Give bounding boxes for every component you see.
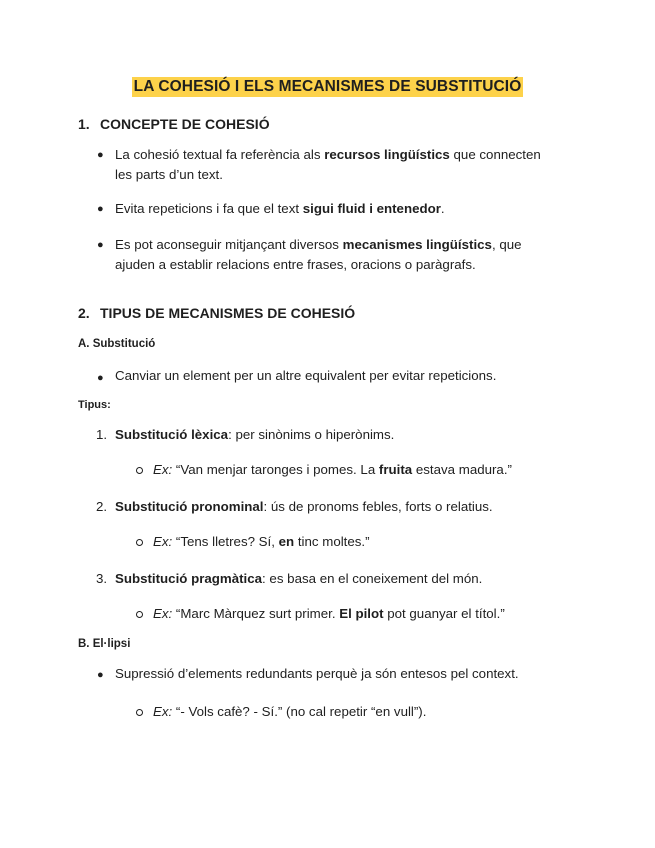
text: que connecten — [449, 147, 541, 162]
example-label: Ex: — [153, 462, 173, 477]
bold-text: sigui fluid i entenedor — [302, 201, 441, 216]
bold-text: Substitució pronominal — [115, 499, 264, 514]
section-1-title: CONCEPTE DE COHESIÓ — [100, 116, 270, 132]
text: “Van menjar taronges i pomes. La — [172, 462, 379, 477]
section-1-heading — [78, 116, 270, 132]
list-item — [115, 145, 595, 185]
bullet-icon: ● — [97, 239, 104, 251]
list-item — [115, 199, 595, 219]
example-item — [153, 532, 613, 552]
example-label: Ex: — [153, 704, 173, 719]
subsection-b-heading: B. El·lipsi — [78, 638, 131, 650]
ordered-number: 1. — [96, 427, 108, 442]
text: “Marc Màrquez surt primer. — [172, 606, 340, 621]
bold-text: mecanismes lingüístics — [342, 237, 492, 252]
bullet-icon: ● — [97, 149, 104, 161]
example-label: Ex: — [153, 534, 173, 549]
circle-bullet-icon — [136, 539, 143, 546]
text: , que — [491, 237, 522, 252]
text: . — [440, 201, 445, 216]
bold-text: Substitució pragmàtica — [115, 571, 263, 586]
section-2-number: 2. — [78, 305, 90, 321]
example-item — [153, 702, 613, 722]
section-2-heading — [78, 305, 355, 321]
text: Es pot aconseguir mitjançant diversos — [115, 237, 343, 252]
bold-text: fruita — [378, 462, 413, 477]
list-item — [115, 235, 595, 275]
text: “- Vols cafè? - Sí.” (no cal repetir “en vull”). — [172, 704, 427, 719]
bold-text: Substitució lèxica — [115, 427, 229, 442]
title-wrap — [0, 77, 655, 97]
example-item — [153, 604, 613, 624]
text: La cohesió textual fa referència als — [115, 147, 325, 162]
bold-text: recursos lingüístics — [324, 147, 450, 162]
section-1-number: 1. — [78, 116, 90, 132]
list-item — [115, 497, 595, 517]
text: estava madura.” — [412, 462, 512, 477]
text: les parts d’un text. — [115, 167, 223, 182]
text: “Tens lletres? Sí, — [172, 534, 279, 549]
text: : per sinònims o hiperònims. — [228, 427, 395, 442]
circle-bullet-icon — [136, 467, 143, 474]
bold-text: El pilot — [339, 606, 384, 621]
circle-bullet-icon — [136, 709, 143, 716]
bold-text: en — [278, 534, 295, 549]
list-item: Supressió d’elements redundants perquè ja són entesos pel context. — [115, 666, 519, 681]
text: pot guanyar el títol.” — [383, 606, 505, 621]
circle-bullet-icon — [136, 611, 143, 618]
example-item — [153, 460, 613, 480]
text: tinc moltes.” — [294, 534, 370, 549]
bullet-icon: ● — [97, 372, 104, 384]
example-label: Ex: — [153, 606, 173, 621]
text: Evita repeticions i fa que el text — [115, 201, 303, 216]
section-2-title: TIPUS DE MECANISMES DE COHESIÓ — [100, 305, 356, 321]
document-title: LA COHESIÓ I ELS MECANISMES DE SUBSTITUCIÓ — [133, 78, 522, 95]
list-item — [115, 425, 595, 445]
bullet-icon: ● — [97, 203, 104, 215]
ordered-number: 2. — [96, 499, 108, 514]
list-item — [115, 569, 595, 589]
subsection-a-heading: A. Substitució — [78, 338, 156, 350]
types-label: Tipus: — [78, 399, 111, 411]
list-item: Canviar un element per un altre equivalent per evitar repeticions. — [115, 368, 497, 383]
text: ajuden a establir relacions entre frases, oracions o paràgrafs. — [115, 257, 476, 272]
text: : es basa en el coneixement del món. — [262, 571, 483, 586]
text: : ús de pronoms febles, forts o relatius. — [263, 499, 493, 514]
ordered-number: 3. — [96, 571, 108, 586]
bullet-icon: ● — [97, 669, 104, 681]
